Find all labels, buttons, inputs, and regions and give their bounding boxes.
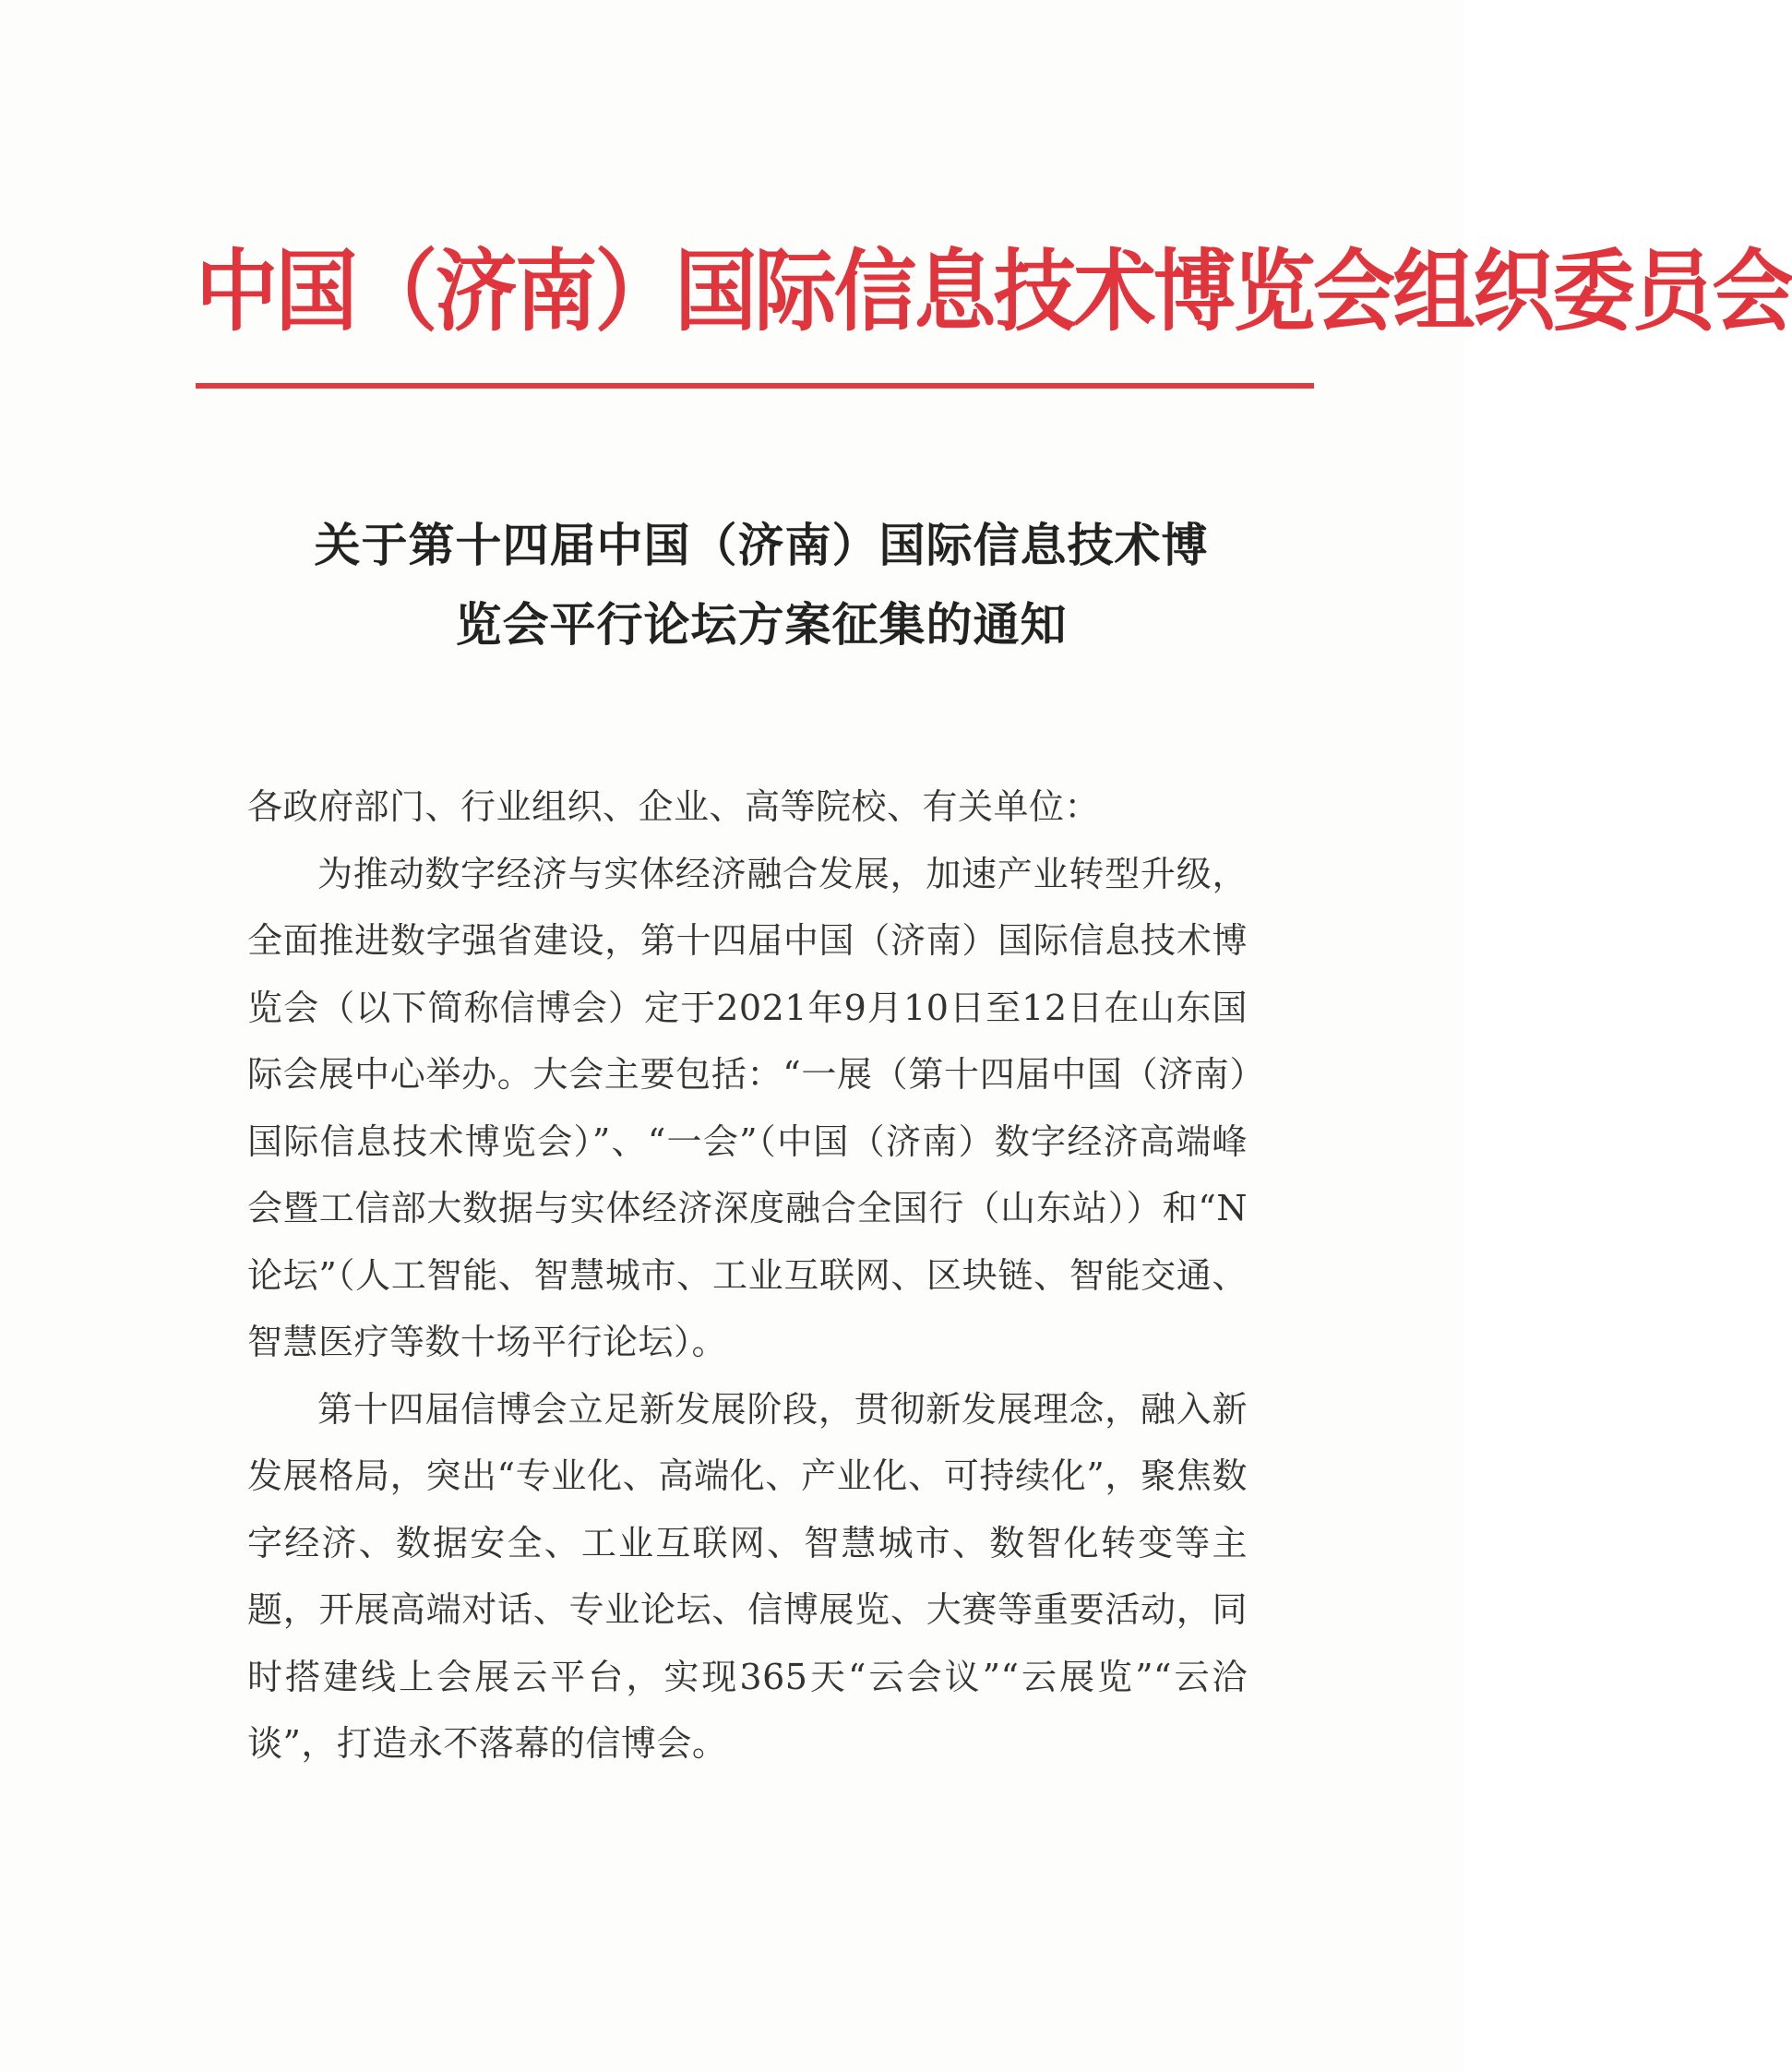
title-line-2: 览会平行论坛方案征集的通知 xyxy=(455,597,1068,652)
organization-header: 中国（济南）国际信息技术博览会组织委员会 xyxy=(196,239,1792,343)
document-body xyxy=(247,773,1248,1778)
paragraph-2: 第十四届信博会立足新发展阶段，贯彻新发展理念，融入新发展格局，突出“专业化、高端化、产业化、可持续化”，聚焦数字经济、数据安全、工业互联网、智慧城市、数智化转变等主题，开展高端对话、专业论坛、信博展览、大赛等重要活动，同时搭建线上会展云平台，实现365天“云会议”“云展览”“云洽谈”，打造永不落幕的信博会。 xyxy=(247,1388,1248,1764)
title-line-1: 关于第十四届中国（济南）国际信息技术博 xyxy=(314,518,1209,572)
header-divider xyxy=(196,383,1314,389)
document-title xyxy=(249,506,1273,665)
salutation: 各政府部门、行业组织、企业、高等院校、有关单位： xyxy=(247,786,1101,827)
paragraph-1: 为推动数字经济与实体经济融合发展，加速产业转型升级，全面推进数字强省建设，第十四届中国（济南）国际信息技术博览会（以下简称信博会）定于2021年9月10日至12日在山东国际会展中心举办。大会主要包括：“一展（第十四届中国（济南）国际信息技术博览会）”、“一会”（中国（济南）数字经济高端峰会暨工信部大数据与实体经济深度融合全国行（山东站））和“N论坛”（人工智能、智慧城市、工业互联网、区块链、智能交通、智慧医疗等数十场平行论坛）。 xyxy=(247,853,1248,1362)
